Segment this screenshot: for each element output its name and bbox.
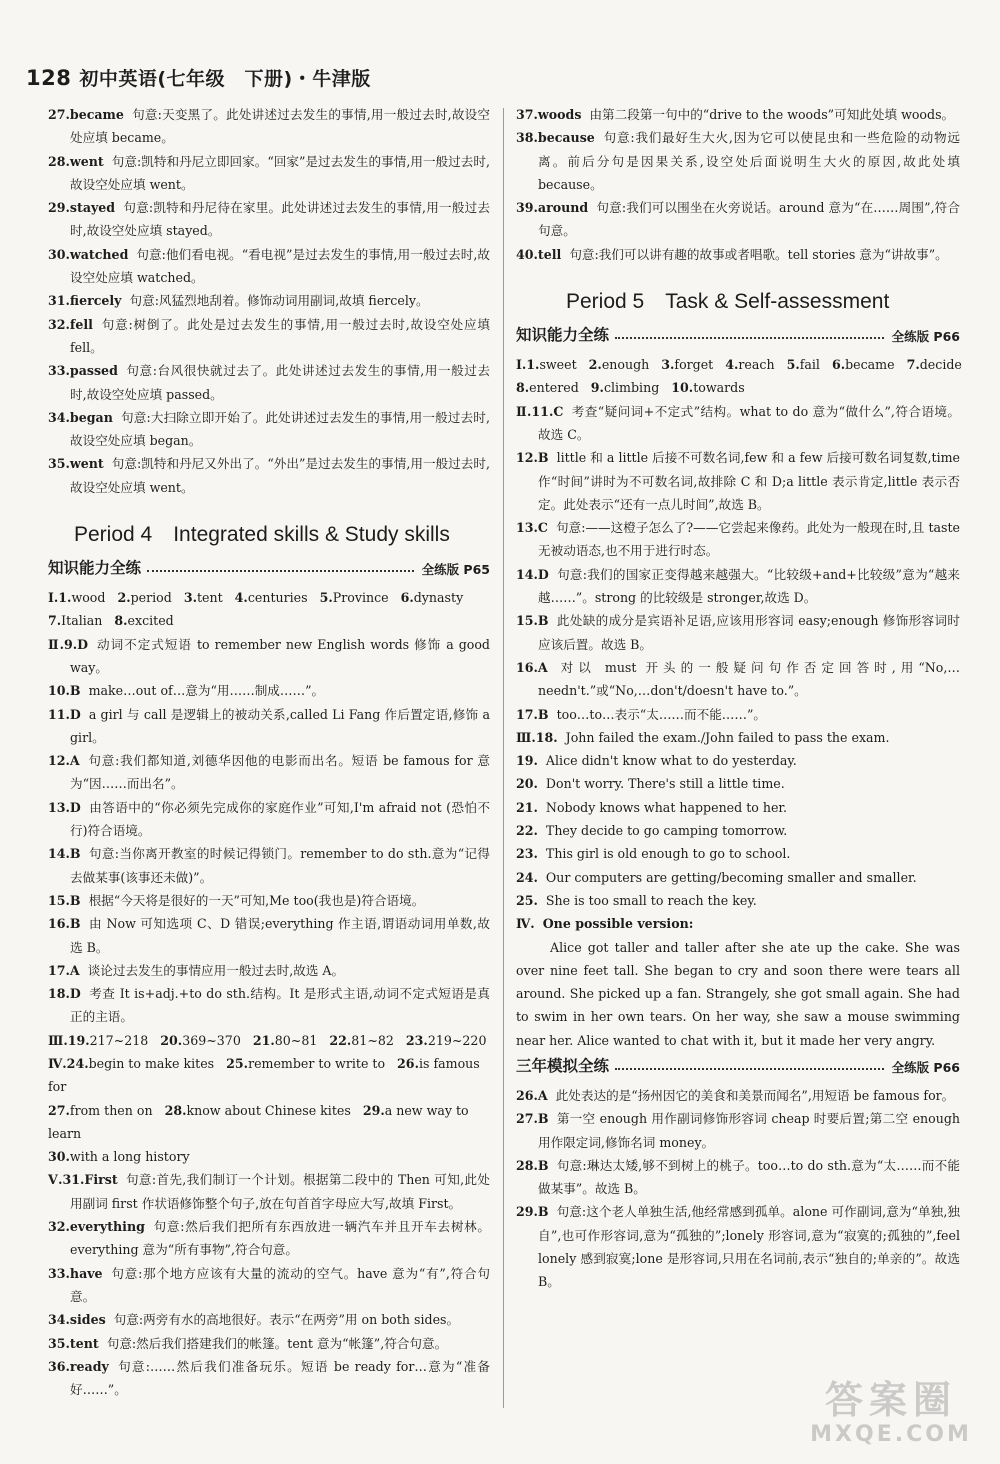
answer-explanation: too…to…表示“太……而不能……”。 bbox=[556, 706, 767, 722]
answer-number: 32.fell bbox=[48, 316, 93, 332]
answer-entry bbox=[48, 1168, 490, 1215]
answer-value: is famous for bbox=[48, 1055, 480, 1095]
section-page-ref: 全练版 P65 bbox=[421, 562, 490, 578]
answer-number: 3. bbox=[183, 590, 197, 606]
answer-entry bbox=[48, 982, 490, 1029]
answer-explanation: Alice didn't know what to do yesterday. bbox=[545, 753, 797, 769]
answer-number: 21. bbox=[252, 1032, 275, 1048]
answer-number: 25. bbox=[516, 892, 538, 908]
answer-number: 14.D bbox=[516, 566, 549, 582]
answer-explanation: 句意:然后我们搭建我们的帐篷。tent 意为“帐篷”,符合句意。 bbox=[106, 1335, 448, 1351]
answer-item bbox=[320, 590, 389, 605]
section-name: 知识能力全练 bbox=[516, 326, 610, 345]
answer-item bbox=[516, 380, 579, 395]
answer-number: 8. bbox=[516, 380, 530, 396]
answer-explanation: 句意:他们看电视。“看电视”是过去发生的事情,用一般过去时,故设空处应填 watched。 bbox=[70, 246, 490, 286]
answer-number: 37.woods bbox=[516, 107, 582, 122]
answer-number: 27.B bbox=[516, 1111, 549, 1127]
answer-entry bbox=[516, 819, 960, 842]
answer-entry bbox=[48, 196, 490, 243]
answer-explanation: One possible version: bbox=[542, 916, 694, 932]
answer-explanation: 句意:风猛烈地刮着。修饰动词用副词,故填 fiercely。 bbox=[129, 293, 429, 309]
answer-number: 23. bbox=[516, 846, 538, 862]
answer-entry bbox=[516, 656, 960, 703]
answer-entry bbox=[516, 726, 960, 749]
answer-entry bbox=[516, 842, 960, 865]
answer-value: centuries bbox=[247, 590, 308, 606]
answer-number: 39.around bbox=[516, 200, 589, 216]
answer-entry bbox=[516, 749, 960, 772]
answer-number: 35.tent bbox=[48, 1335, 99, 1351]
answer-number: 29.stayed bbox=[48, 200, 116, 216]
answer-number: 36.ready bbox=[48, 1358, 109, 1374]
answer-number: 10.B bbox=[48, 683, 81, 699]
answer-explanation: Don't worry. There's still a little time. bbox=[545, 776, 785, 792]
period-heading: Period 4 Integrated skills & Study skills bbox=[74, 523, 450, 547]
answer-explanation: 句意:树倒了。此处是过去发生的事情,用一般过去时,故设空处应填 fell。 bbox=[70, 316, 490, 355]
answer-value: 80~81 bbox=[274, 1032, 318, 1048]
answer-row bbox=[48, 1029, 490, 1052]
answer-entry bbox=[48, 842, 490, 889]
answer-explanation: Our computers are getting/becoming smaller and smaller. bbox=[545, 869, 917, 885]
answer-entry bbox=[516, 609, 960, 656]
answer-entry bbox=[516, 1107, 960, 1154]
answer-entry bbox=[48, 289, 490, 312]
answer-explanation: 句意:我们可以围坐在火旁说话。around 意为“在……周围”,符合句意。 bbox=[538, 200, 960, 239]
answer-entry bbox=[516, 243, 960, 266]
answer-item bbox=[117, 590, 171, 605]
answer-item bbox=[329, 1033, 394, 1048]
answer-number: 34.sides bbox=[48, 1312, 106, 1328]
answer-item bbox=[661, 357, 713, 372]
answer-row bbox=[48, 609, 490, 632]
section-heading bbox=[48, 556, 490, 580]
right-column bbox=[516, 103, 960, 1294]
answer-item bbox=[589, 357, 650, 372]
answer-number: 20. bbox=[160, 1032, 183, 1048]
section-page-ref: 全练版 P66 bbox=[891, 1059, 960, 1075]
answer-entry bbox=[48, 1308, 490, 1331]
answer-number: 4. bbox=[725, 357, 739, 373]
answer-number: 29.B bbox=[516, 1204, 549, 1220]
answer-entry bbox=[48, 912, 490, 959]
answer-number: Ⅲ.18. bbox=[516, 729, 558, 745]
dotted-leader bbox=[615, 1068, 884, 1070]
answer-explanation: John failed the exam./John failed to pass the exam. bbox=[565, 729, 890, 745]
answer-value: dynasty bbox=[413, 590, 464, 606]
answer-item bbox=[401, 590, 464, 605]
answer-number: Ⅱ.11.C bbox=[516, 403, 564, 419]
answer-entry bbox=[48, 1355, 490, 1402]
answer-entry bbox=[516, 126, 960, 196]
answer-value: period bbox=[130, 590, 172, 606]
answer-value: a new way to learn bbox=[48, 1102, 469, 1141]
answer-number: 17.B bbox=[516, 706, 549, 722]
page-header bbox=[26, 64, 371, 91]
answer-number: 28.B bbox=[516, 1157, 549, 1173]
answer-item bbox=[48, 1103, 153, 1118]
answer-value: 219~220 bbox=[427, 1032, 487, 1048]
answer-value: towards bbox=[693, 380, 745, 396]
answer-explanation: 句意:我们都知道,刘德华因他的电影而出名。短语 be famous for 意为“因……而出名”。 bbox=[70, 753, 490, 792]
answer-value: enough bbox=[601, 357, 650, 373]
answer-entry bbox=[516, 889, 960, 912]
answer-row bbox=[516, 353, 960, 376]
section-page-ref: 全练版 P66 bbox=[891, 329, 960, 345]
answer-number: 19. bbox=[516, 753, 538, 769]
answer-entry bbox=[48, 796, 490, 843]
answer-explanation: little 和 a little 后接不可数名词,few 和 a few 后接可数名词复数,time 作“时间”讲时为不可数名词,故排除 C 和 D;a little 表示肯定,little 表示否定。此处表示“还有一点儿时间”,故选 B。 bbox=[538, 450, 960, 512]
answer-explanation: 句意:凯特和丹尼待在家里。此处讲述过去发生的事情,用一般过去时,故设空处应填 stayed。 bbox=[70, 200, 490, 239]
answer-row bbox=[516, 376, 960, 399]
answer-value: became bbox=[845, 357, 895, 373]
answer-explanation: 句意:我们可以讲有趣的故事或者唱歌。tell stories 意为“讲故事”。 bbox=[569, 246, 948, 262]
answer-number: 2. bbox=[117, 590, 131, 606]
left-column bbox=[48, 103, 490, 1401]
answer-explanation: 由第二段第一句中的“drive to the woods”可知此处填 woods。 bbox=[589, 107, 955, 122]
answer-number: 27.became bbox=[48, 107, 124, 122]
answer-item bbox=[253, 1033, 318, 1048]
answer-value: Province bbox=[332, 590, 389, 606]
answer-entry bbox=[48, 103, 490, 150]
answer-value: 369~370 bbox=[182, 1032, 241, 1048]
column-divider bbox=[503, 108, 504, 1408]
answer-value: entered bbox=[529, 380, 579, 396]
answer-number: 33.have bbox=[48, 1265, 103, 1281]
section-heading bbox=[516, 1054, 960, 1078]
answer-number: 6. bbox=[400, 590, 414, 606]
answer-entry bbox=[516, 912, 960, 935]
answer-explanation: 句意:大扫除立即开始了。此处讲述过去发生的事情,用一般过去时,故设空处应填 began。 bbox=[70, 409, 490, 449]
watermark-line1: 答案圈 bbox=[824, 1378, 957, 1422]
answer-item bbox=[406, 1033, 487, 1048]
answer-item bbox=[235, 590, 308, 605]
answer-item bbox=[787, 357, 820, 372]
answer-number: 8. bbox=[114, 613, 128, 629]
answer-value: fail bbox=[799, 357, 820, 373]
answer-explanation: 句意:那个地方应该有大量的流动的空气。have 意为“有”,符合句意。 bbox=[70, 1265, 490, 1304]
answer-explanation: 句意:两旁有水的高地很好。表示“在两旁”用 on both sides。 bbox=[113, 1312, 460, 1328]
answer-explanation: 句意:凯特和丹尼立即回家。“回家”是过去发生的事情,用一般过去时,故设空处应填 went。 bbox=[70, 153, 490, 192]
answer-number: Ⅰ.1. bbox=[48, 590, 72, 606]
answer-entry bbox=[516, 446, 960, 516]
answer-number: 14.B bbox=[48, 846, 81, 862]
answer-number: 13.C bbox=[516, 520, 548, 536]
answer-row bbox=[48, 1052, 490, 1099]
answer-number: 35.went bbox=[48, 456, 104, 472]
answer-number: 6. bbox=[831, 357, 846, 373]
watermark-logo bbox=[796, 1378, 986, 1456]
answer-number: 4. bbox=[234, 590, 248, 606]
answer-value: climbing bbox=[603, 380, 660, 396]
answer-item bbox=[48, 1149, 190, 1164]
answer-number: 16.B bbox=[48, 916, 81, 932]
answer-entry bbox=[48, 703, 490, 750]
answer-entry bbox=[48, 243, 490, 290]
answer-explanation: 对以 must 开头的一般疑问句作否定回答时,用“No,…needn't.”或“No,…don't/doesn't have to.”。 bbox=[538, 659, 960, 699]
section-heading bbox=[516, 323, 960, 347]
answer-explanation: make…out of…意为“用……制成……”。 bbox=[88, 683, 325, 699]
answer-explanation: 由答语中的“你必须先完成你的家庭作业”可知,I'm afraid not (恐怕不行)符合语境。 bbox=[70, 799, 490, 839]
answer-explanation: 句意:台风很快就过去了。此处讲述过去发生的事情,用一般过去时,故设空处应填 passed。 bbox=[70, 363, 490, 402]
answer-number: 21. bbox=[516, 799, 538, 815]
answer-explanation: 考查“疑问词+不定式”结构。what to do 意为“做什么”,符合语境。故选 C。 bbox=[538, 403, 960, 442]
answer-explanation: 动词不定式短语 to remember new English words 修饰 a good way。 bbox=[70, 636, 490, 675]
answer-number: 28.went bbox=[48, 153, 104, 169]
answer-number: 32.everything bbox=[48, 1219, 145, 1235]
answer-entry bbox=[516, 866, 960, 889]
answer-value: reach bbox=[738, 357, 775, 373]
answer-explanation: This girl is old enough to go to school. bbox=[545, 846, 791, 862]
answer-entry bbox=[516, 400, 960, 447]
answer-number: 17.A bbox=[48, 962, 80, 978]
answer-number: 33.passed bbox=[48, 363, 118, 379]
answer-item bbox=[907, 357, 962, 372]
answer-number: 24. bbox=[516, 869, 538, 885]
answer-number: 15.B bbox=[48, 892, 81, 908]
answer-item bbox=[48, 590, 105, 605]
answer-item bbox=[184, 590, 223, 605]
answer-entry bbox=[48, 1215, 490, 1262]
answer-explanation: 句意:琳达太矮,够不到树上的桃子。too…to do sth.意为“太……而不能做某事”。故选 B。 bbox=[538, 1157, 960, 1197]
answer-explanation: 考查 It is+adj.+to do sth.结构。It 是形式主语,动词不定式短语是真正的主语。 bbox=[70, 986, 490, 1025]
answer-entry bbox=[516, 196, 960, 243]
answer-explanation: They decide to go camping tomorrow. bbox=[545, 823, 788, 839]
answer-number: Ⅳ. bbox=[516, 916, 535, 932]
answer-number: 9. bbox=[590, 380, 604, 396]
answer-explanation: 句意:当你离开教室的时候记得锁门。remember to do sth.意为“记得去做某事(该事还未做)”。 bbox=[70, 846, 490, 885]
answer-value: tent bbox=[196, 590, 223, 606]
answer-number: 2. bbox=[588, 357, 602, 373]
answer-explanation: 句意:然后我们把所有东西放进一辆汽车并且开车去树林。everything 意为“所有事物”,符合句意。 bbox=[70, 1219, 490, 1258]
answer-row bbox=[48, 586, 490, 609]
answer-number: 28. bbox=[164, 1102, 187, 1118]
answer-number: 11.D bbox=[48, 706, 81, 722]
answer-number: Ⅴ.31.First bbox=[48, 1172, 118, 1188]
dotted-leader bbox=[615, 337, 884, 339]
answer-number: 30.watched bbox=[48, 246, 129, 262]
answer-number: 31.fiercely bbox=[48, 293, 122, 309]
answer-explanation: 句意:我们最好生大火,因为它可以使昆虫和一些危险的动物远离。前后分句是因果关系,设空处后面说明生大火的原因,故此处填 because。 bbox=[538, 130, 960, 192]
answer-number: 3. bbox=[661, 357, 675, 373]
answer-explanation: a girl 与 call 是逻辑上的被动关系,called Li Fang 作后置定语,修饰 a girl。 bbox=[70, 706, 490, 745]
answer-number: 26. bbox=[397, 1055, 419, 1071]
answer-number: Ⅲ.19. bbox=[48, 1032, 90, 1048]
answer-value: begin to make kites bbox=[88, 1055, 215, 1071]
answer-row bbox=[48, 1145, 490, 1168]
sample-essay: Alice got taller and taller after she ate up the cake. She was over nine feet tall. She began to cry and soon there were tears all around. She picked up a fan. Strangely, she got small again. She had to swim in her own tears. On her way, she saw a mouse swimming near her. Alice wanted to chat with it, but it made her very angry. bbox=[516, 939, 960, 1048]
answer-entry bbox=[516, 772, 960, 795]
answer-value: forget bbox=[674, 357, 714, 373]
answer-explanation: She is too small to reach the key. bbox=[545, 892, 757, 908]
answer-value: sweet bbox=[539, 357, 577, 373]
answer-number: 23. bbox=[405, 1032, 428, 1048]
answer-entry bbox=[48, 959, 490, 982]
answer-entry bbox=[48, 889, 490, 912]
answer-entry bbox=[48, 452, 490, 499]
answer-entry bbox=[516, 1084, 960, 1107]
answer-number: 34.began bbox=[48, 409, 113, 425]
answer-entry bbox=[516, 703, 960, 726]
answer-value: excited bbox=[127, 613, 174, 629]
answer-number: 40.tell bbox=[516, 246, 562, 262]
answer-explanation: 句意:凯特和丹尼又外出了。“外出”是过去发生的事情,用一般过去时,故设空处应填 went。 bbox=[70, 456, 490, 495]
answer-value: wood bbox=[71, 590, 106, 606]
section-name: 三年模拟全练 bbox=[516, 1056, 610, 1075]
watermark-line2: MXQE.COM bbox=[810, 1422, 972, 1447]
answer-item bbox=[48, 1056, 214, 1071]
answer-value: Italian bbox=[61, 613, 103, 629]
answer-item bbox=[165, 1103, 351, 1118]
answer-entry bbox=[48, 359, 490, 406]
answer-number: Ⅰ.1. bbox=[516, 357, 540, 373]
answer-item bbox=[591, 380, 659, 395]
answer-number: Ⅳ.24. bbox=[48, 1055, 89, 1071]
answer-value: 81~82 bbox=[351, 1032, 394, 1048]
answer-entry bbox=[48, 679, 490, 702]
answer-number: 10. bbox=[671, 380, 694, 396]
answer-entry bbox=[516, 796, 960, 819]
answer-explanation: 句意:首先,我们制订一个计划。根据第二段中的 Then 可知,此处用副词 first 作状语修饰整个句子,放在句首首字母应大写,故填 First。 bbox=[70, 1172, 490, 1211]
answer-entry bbox=[516, 563, 960, 610]
answer-value: remember to write to bbox=[248, 1055, 386, 1071]
answer-item bbox=[48, 1033, 148, 1048]
answer-number: 22. bbox=[329, 1032, 352, 1048]
answer-explanation: Nobody knows what happened to her. bbox=[545, 799, 788, 815]
answer-item bbox=[516, 357, 577, 372]
book-title: 初中英语(七年级 下册)・牛津版 bbox=[79, 68, 371, 90]
answer-entry bbox=[516, 103, 960, 126]
dotted-leader bbox=[147, 570, 414, 572]
answer-value: from then on bbox=[69, 1102, 153, 1118]
answer-explanation: 此处缺的成分是宾语补足语,应该用形容词 easy;enough 修饰形容词时应该后置。故选 B。 bbox=[538, 613, 960, 652]
answer-explanation: 句意:这个老人单独生活,他经常感到孤单。alone 可作副词,意为“单独,独自”,也可作形容词,意为“孤独的”;lonely 形容词,意为“寂寞的;孤独的”,feel lonely 感到寂寞;lone 是形容词,只用在名词前,表示“独自的;单亲的”。故选 B。 bbox=[538, 1204, 960, 1290]
answer-explanation: 句意:……然后我们准备玩乐。短语 be ready for…意为“准备好……”。 bbox=[70, 1358, 490, 1398]
answer-entry bbox=[516, 516, 960, 563]
answer-entry bbox=[48, 749, 490, 796]
answer-number: 30. bbox=[48, 1149, 70, 1165]
answer-number: Ⅱ.9.D bbox=[48, 636, 89, 652]
answer-value: know about Chinese kites bbox=[186, 1102, 351, 1118]
answer-number: 7. bbox=[906, 357, 920, 373]
answer-number: 16.A bbox=[516, 659, 548, 675]
section-name: 知识能力全练 bbox=[48, 559, 142, 578]
answer-number: 18.D bbox=[48, 986, 81, 1002]
answer-number: 15.B bbox=[516, 613, 549, 629]
answer-entry bbox=[48, 150, 490, 197]
answer-item bbox=[160, 1033, 241, 1048]
answer-value: decide bbox=[919, 357, 962, 373]
answer-item bbox=[725, 357, 774, 372]
answer-number: 20. bbox=[516, 776, 538, 792]
answer-number: 26.A bbox=[516, 1087, 548, 1103]
answer-explanation: 句意:——这橙子怎么了?——它尝起来像药。此处为一般现在时,且 taste 无被动语态,也不用于进行时态。 bbox=[538, 520, 960, 559]
answer-explanation: 此处表达的是“扬州因它的美食和美景而闻名”,用短语 be famous for。 bbox=[555, 1087, 955, 1103]
answer-entry bbox=[516, 1154, 960, 1201]
answer-item bbox=[671, 380, 744, 395]
answer-entry bbox=[48, 633, 490, 680]
answer-explanation: 第一空 enough 用作副词修饰形容词 cheap 时要后置;第二空 enough 用作限定词,修饰名词 money。 bbox=[538, 1111, 960, 1150]
answer-entry bbox=[516, 1200, 960, 1293]
period-heading: Period 5 Task & Self-assessment bbox=[566, 290, 890, 314]
answer-row bbox=[48, 1099, 490, 1146]
answer-explanation: 句意:我们的国家正变得越来越强大。“比较级+and+比较级”意为“越来越……”。strong 的比较级是 stronger,故选 D。 bbox=[538, 566, 960, 606]
answer-item bbox=[48, 613, 102, 628]
answer-entry bbox=[48, 313, 490, 360]
answer-number: 7. bbox=[48, 613, 62, 629]
answer-explanation: 根据“今天将是很好的一天”可知,Me too(我也是)符合语境。 bbox=[88, 892, 425, 908]
answer-item bbox=[226, 1056, 385, 1071]
answer-explanation: 谈论过去发生的事情应用一般过去时,故选 A。 bbox=[87, 962, 345, 978]
answer-item bbox=[114, 613, 173, 628]
answer-number: 27. bbox=[48, 1102, 70, 1118]
answer-number: 12.B bbox=[516, 450, 549, 466]
answer-value: with a long history bbox=[69, 1149, 190, 1165]
answer-item bbox=[832, 357, 895, 372]
answer-entry bbox=[48, 406, 490, 453]
answer-number: 22. bbox=[516, 823, 538, 839]
answer-number: 13.D bbox=[48, 799, 81, 815]
answer-number: 29. bbox=[362, 1102, 385, 1118]
answer-entry bbox=[48, 1332, 490, 1355]
answer-number: 12.A bbox=[48, 753, 80, 769]
answer-number: 5. bbox=[319, 590, 333, 606]
answer-entry bbox=[48, 1262, 490, 1309]
answer-explanation: 由 Now 可知选项 C、D 错误;everything 作主语,谓语动词用单数,故选 B。 bbox=[70, 916, 490, 955]
answer-number: 5. bbox=[786, 357, 800, 373]
page-number: 128 bbox=[26, 66, 72, 90]
answer-number: 38.because bbox=[516, 130, 595, 146]
answer-explanation: 句意:天变黑了。此处讲述过去发生的事情,用一般过去时,故设空处应填 became。 bbox=[70, 107, 490, 146]
answer-value: 217~218 bbox=[89, 1032, 149, 1048]
answer-number: 25. bbox=[226, 1055, 249, 1071]
